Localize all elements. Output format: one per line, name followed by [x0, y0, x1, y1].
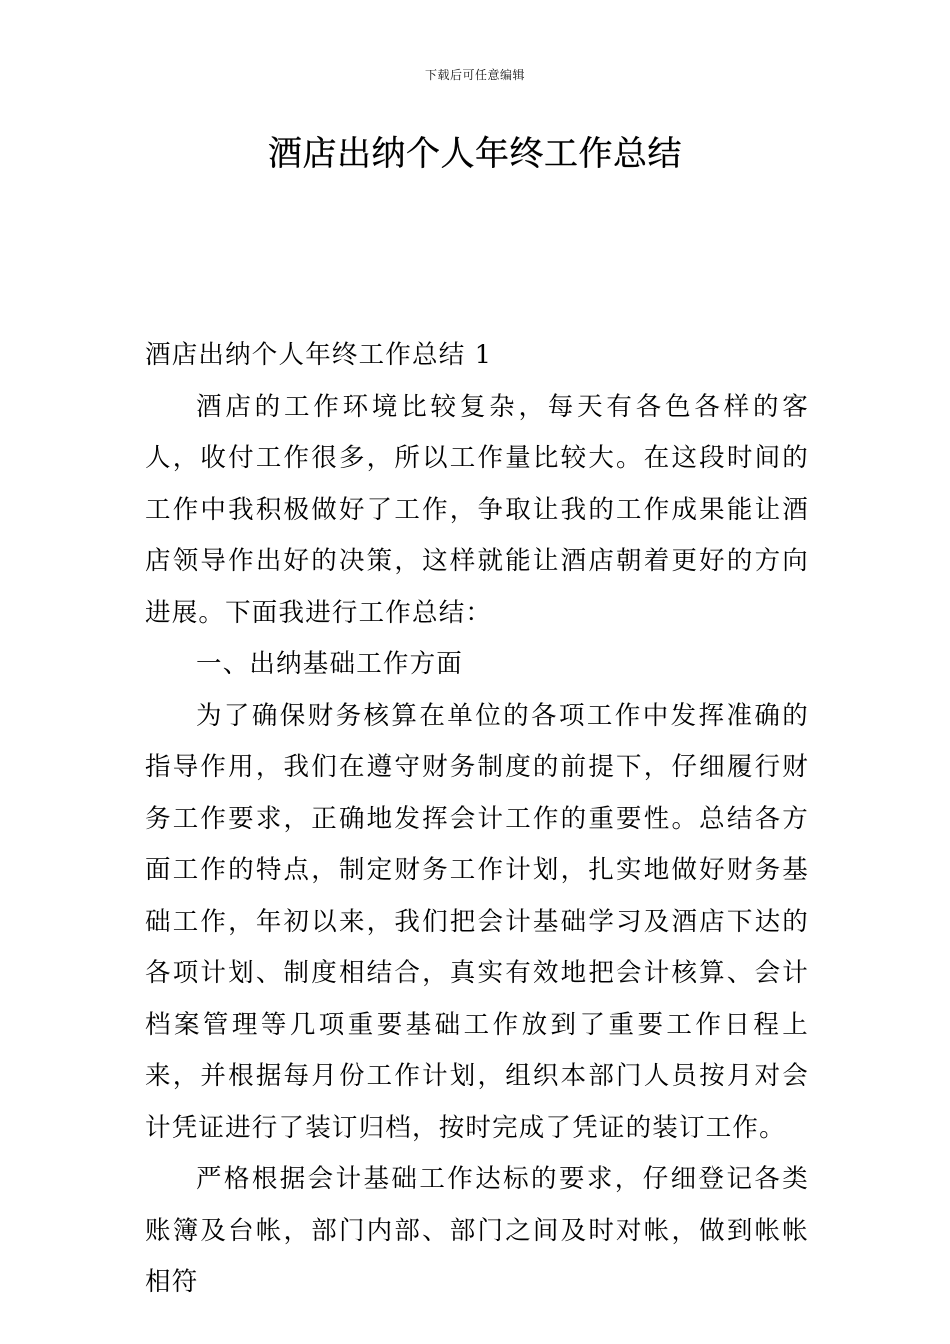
document-body — [145, 330, 809, 1309]
paragraph-accounts: 严格根据会计基础工作达标的要求，仔细登记各类账簿及台帐，部门内部、部门之间及时对帐，做到帐帐相符 — [145, 1164, 809, 1297]
paragraph-basic-work: 为了确保财务核算在单位的各项工作中发挥准确的指导作用，我们在遵守财务制度的前提下，仔细履行财务工作要求，正确地发挥会计工作的重要性。总结各方面工作的特点，制定财务工作计划，扎实地做好财务基础工作，年初以来，我们把会计基础学习及酒店下达的各项计划、制度相结合，真实有效地把会计核算、会计档案管理等几项重要基础工作放到了重要工作日程上来，并根据每月份工作计划，组织本部门人员按月对会计凭证进行了装订归档，按时完成了凭证的装订工作。 — [145, 700, 809, 1143]
document-title: 酒店出纳个人年终工作总结 — [268, 134, 682, 174]
section-heading: 酒店出纳个人年终工作总结 1 — [145, 340, 493, 370]
subheading-basic-work: 一、出纳基础工作方面 — [196, 649, 464, 679]
paragraph-intro: 酒店的工作环境比较复杂，每天有各色各样的客人，收付工作很多，所以工作量比较大。在这段时间的工作中我积极做好了工作，争取让我的工作成果能让酒店领导作出好的决策，这样就能让酒店朝着更好的方向进展。下面我进行工作总结： — [145, 391, 809, 628]
header-note: 下载后可任意编辑 — [424, 68, 525, 82]
